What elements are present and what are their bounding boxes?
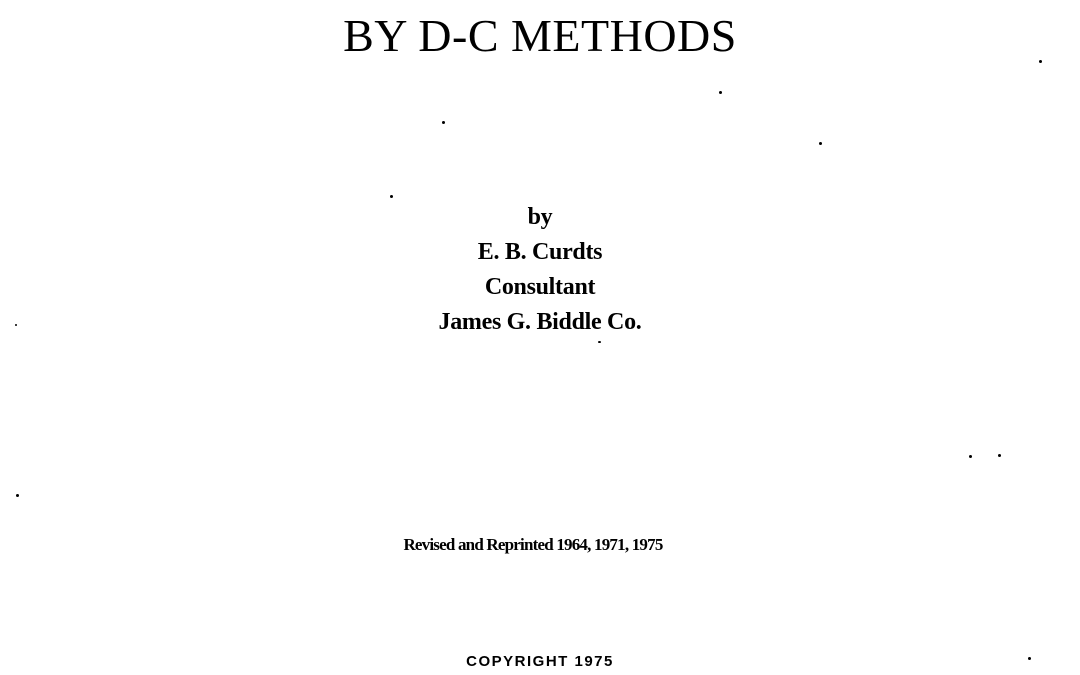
author-block — [0, 200, 1080, 340]
scan-speck — [719, 91, 722, 94]
author-name: E. B. Curdts — [477, 239, 603, 265]
scan-speck — [15, 324, 17, 326]
reprint-note: Revised and Reprinted 1964, 1971, 1975 — [403, 535, 663, 554]
author-company: James G. Biddle Co. — [438, 309, 642, 335]
scan-speck — [598, 341, 601, 343]
scan-speck — [16, 494, 19, 497]
copyright-notice: COPYRIGHT 1975 — [466, 653, 614, 670]
scan-speck — [819, 142, 822, 145]
scan-speck — [1028, 657, 1031, 660]
scan-speck — [1039, 60, 1042, 63]
scan-speck — [969, 455, 972, 458]
scan-speck — [442, 121, 445, 124]
author-role: Consultant — [484, 274, 596, 300]
by-line: by — [527, 204, 553, 230]
scan-speck — [390, 195, 393, 198]
scan-speck — [998, 454, 1001, 457]
page-title: BY D-C METHODS — [343, 10, 737, 61]
